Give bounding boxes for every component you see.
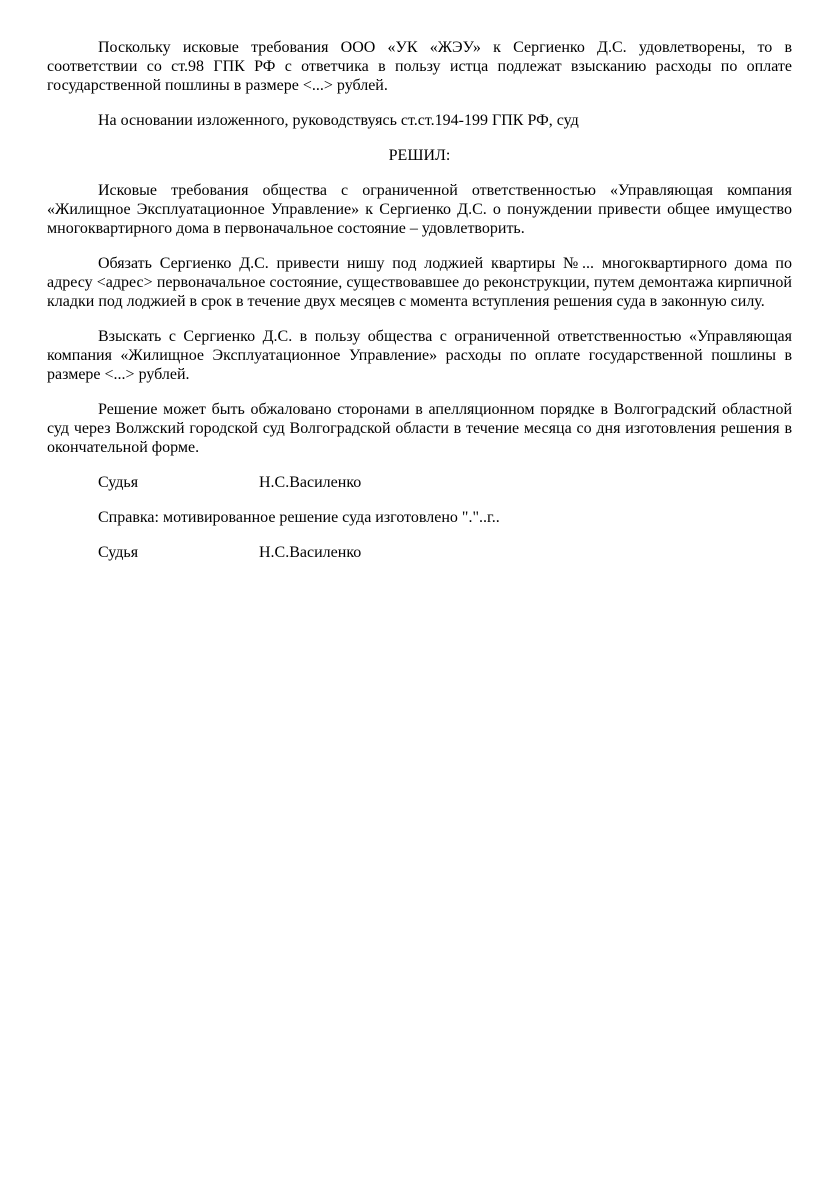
paragraph-claims-granted: Исковые требования общества с ограниченной ответственностью «Управляющая компания «Жилищное Эксплуатационное Управление» к Сергиенко Д.С. о понуждении привести общее имущество многоквартирного дома в первоначальное состояние – удовлетворить. <box>47 182 792 237</box>
signature-block-1 <box>98 473 792 492</box>
paragraph-grounds: На основании изложенного, руководствуясь ст.ст.194-199 ГПК РФ, суд <box>98 112 579 129</box>
judge-label: Судья <box>98 544 139 561</box>
decision-heading: РЕШИЛ: <box>388 147 451 164</box>
paragraph-recovery: Взыскать с Сергиенко Д.С. в пользу общества с ограниченной ответственностью «Управляющая компания «Жилищное Эксплуатационное Управление» расходы по оплате государственной пошлины в размере <...> рублей. <box>47 328 792 383</box>
paragraph-appeal: Решение может быть обжаловано сторонами в апелляционном порядке в Волгоградский областной суд через Волжский городской суд Волгоградской области в течение месяца со дня изготовления решения в окончательной форме. <box>47 401 792 456</box>
judge-label: Судья <box>98 474 139 491</box>
paragraph-obligation: Обязать Сергиенко Д.С. привести нишу под лоджией квартиры №... многоквартирного дома по адресу <адрес> первоначальное состояние, существовавшее до реконструкции, путем демонтажа кирпичной кладки под лоджией в срок в течение двух месяцев с момента вступления решения суда в законную силу. <box>47 255 792 310</box>
signature-block-2 <box>98 543 792 562</box>
judge-name: Н.С.Василенко <box>259 474 362 491</box>
court-decision-page <box>47 38 792 578</box>
judge-name: Н.С.Василенко <box>259 544 362 561</box>
reference-note: Справка: мотивированное решение суда изготовлено "."..г.. <box>98 509 500 526</box>
paragraph-costs: Поскольку исковые требования ООО «УК «ЖЭУ» к Сергиенко Д.С. удовлетворены, то в соответствии со ст.98 ГПК РФ с ответчика в пользу истца подлежат взысканию расходы по оплате государственной пошлины в размере <...> рублей. <box>47 39 792 94</box>
